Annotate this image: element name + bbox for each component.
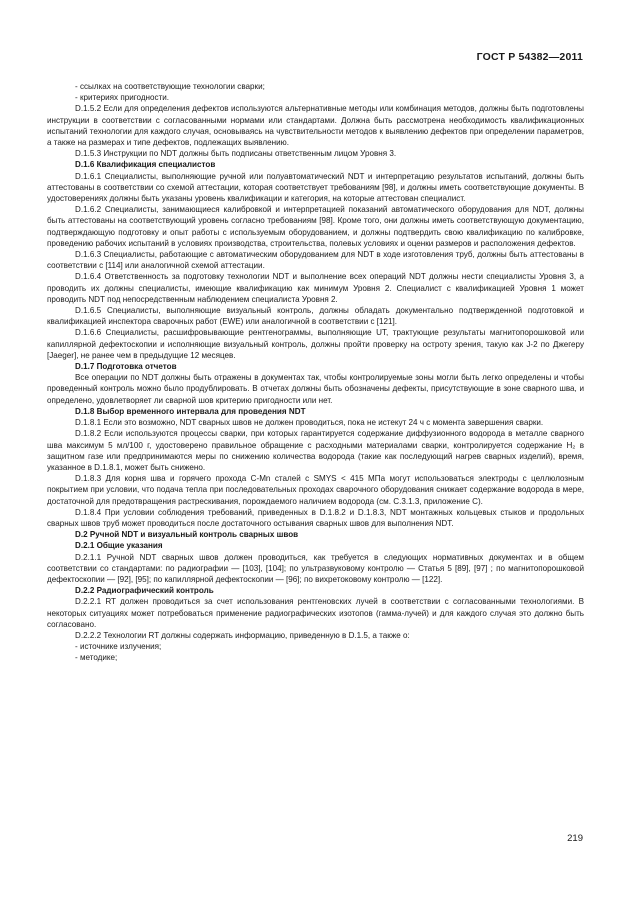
section-heading: D.2.2 Радиографический контроль: [75, 586, 214, 596]
paragraph: D.1.6.2 Специалисты, занимающиеся калибровкой и интерпретацией показаний автоматического оборудования для NDT, должны быть аттестованы на соответствующий уровень согласно требованиям [98]. Кроме того, они должны иметь соответствующую документацию, подтверждающую подготовку и опыт работы с используемым оборудованием, и должны подтвердить свою квалификацию по калибровке, проведению рабочих испытаний в условиях производства, строительства, полевых условиях и оценки размеров и расположения дефектов.: [47, 205, 584, 248]
section-heading: D.2 Ручной NDT и визуальный контроль сварных швов: [75, 530, 299, 540]
document-body: [47, 81, 584, 664]
section-heading: D.1.8 Выбор временного интервала для проведения NDT: [75, 406, 306, 416]
paragraph: D.2.1.1 Ручной NDT сварных швов должен проводиться, как требуется в следующих нормативных документах и в общем соответствии со стандартами: по радиографии — [103], [104]; по ультразвуковому контролю — Статья 5 [89], [97] ; по магнитопорошковой дефектоскопии — [92], [95]; по капиллярной дефектоскопии — [96]; по вихретоковому контролю — [122].: [47, 552, 584, 584]
paragraph: Все операции по NDT должны быть отражены в документах так, чтобы контролируемые зоны могли быть легко определены и чтобы проведенный контроль можно было продублировать. В отчетах должны быть обозначены дефекты, присутствующие в зоне сварного шва, и определено, удовлетворяет ли сварной шов критерию пригодности или нет.: [47, 373, 584, 405]
paragraph: D.2.2.2 Технологии RT должны содержать информацию, приведенную в D.1.5, а также о:: [75, 630, 410, 640]
paragraph: D.1.8.1 Если это возможно, NDT сварных швов не должен проводиться, пока не истекут 24 ч с момента завершения сварки.: [75, 418, 544, 428]
paragraph: D.1.6.6 Специалисты, расшифровывающие рентгенограммы, выполняющие UT, трактующие результаты магнитопорошковой или капиллярной дефектоскопии и исполняющие визуальный контроль, должны пройти проверку на остроту зрения, такую как J-2 по Джегеру [Jaeger], не ранее чем в предыдущие 12 месяцев.: [47, 328, 584, 360]
paragraph: D.2.2.1 RT должен проводиться за счет использования рентгеновских лучей в соответствии с согласованными технологиями. В некоторых ситуациях может потребоваться применение радиографических изотопов (гамма-лучей) и для каждого случая это должно быть согласовано.: [47, 597, 584, 629]
paragraph: D.1.5.2 Если для определения дефектов используются альтернативные методы или комбинация методов, должны быть подготовлены инструкции в соответствии с согласованными нормами или стандартами. Должна быть рассмотрена необходимость квалификационных испытаний технологии для каждого случая, основываясь на чувствительности методов к выявлению дефектов при определении параметров, а также на размерах и типе дефектов, подлежащих выявлению.: [47, 104, 584, 148]
paragraph: D.1.6.1 Специалисты, выполняющие ручной или полуавтоматический NDT и интерпретацию результатов испытаний, должны быть аттестованы в соответствии со схемой аттестации, которая соответствует требованиям [98], и должны иметь соответствующие документы. В удостоверениях должны быть указаны уровень квалификации и категория, на которые аттестован специалист.: [47, 171, 584, 204]
paragraph: - источнике излучения;: [75, 642, 162, 652]
paragraph: - методике;: [75, 653, 118, 663]
section-heading: D.1.6 Квалификация специалистов: [75, 160, 216, 170]
page-number: 219: [567, 833, 583, 844]
paragraph: D.1.6.3 Специалисты, работающие с автоматическим оборудованием для NDT в ходе изготовления труб, должны быть аттестованы в соответствии с [114] или аналогичной схемой аттестации.: [47, 250, 584, 271]
section-heading: D.1.7 Подготовка отчетов: [75, 362, 177, 372]
paragraph: D.1.6.5 Специалисты, выполняющие визуальный контроль, должны обладать документально подтвержденной подготовкой и квалификацией инспектора сварочных работ (EWE) или аналогичной в соответствии с [121].: [47, 306, 584, 327]
paragraph: D.1.6.4 Ответственность за подготовку технологии NDT и выполнение всех операций NDT должны нести специалисты Уровня 3, а проводить их должны специалисты, имеющие квалификацию как минимум Уровня 2. Специалист с квалификацией Уровня 1 может проводить NDT под непосредственным наблюдением специалиста Уровня 2.: [47, 272, 584, 304]
paragraph: D.1.8.2 Если используются процессы сварки, при которых гарантируется содержание диффузионного водорода в металле сварного шва максимум 5 мл/100 г, удостоверено правильное обращение с расходными материалами сварки, контролируется содержание H₂ в защитном газе или предпринимаются меры по снижению количества водорода (такие как последующий нагрев сварных изделий), время, указанное в D.1.8.1, может быть снижено.: [47, 429, 584, 472]
paragraph: - критериях пригодности.: [75, 93, 170, 103]
paragraph: D.1.5.3 Инструкции по NDT должны быть подписаны ответственным лицом Уровня 3.: [75, 149, 397, 159]
paragraph: D.1.8.4 При условии соблюдения требований, приведенных в D.1.8.2 и D.1.8.3, NDT монтажных кольцевых стыков и продольных сварных швов труб может проводиться после достаточного остывания сварных швов для выполнения NDT.: [47, 507, 584, 528]
paragraph: - ссылках на соответствующие технологии сварки;: [75, 82, 265, 91]
document-header: ГОСТ Р 54382—2011: [476, 51, 583, 63]
paragraph: D.1.8.3 Для корня шва и горячего прохода C-Mn сталей с SMYS < 415 МПа могут использоваться электроды с целлюлозным покрытием при условии, что подача тепла при последовательных проходах сварочного оборудования снижает содержание водорода в мере, достаточной для предотвращения растрескивания, порождаемого наличием водорода (см. C.3.1.3, приложение C).: [47, 474, 584, 506]
section-heading: D.2.1 Общие указания: [75, 541, 163, 551]
